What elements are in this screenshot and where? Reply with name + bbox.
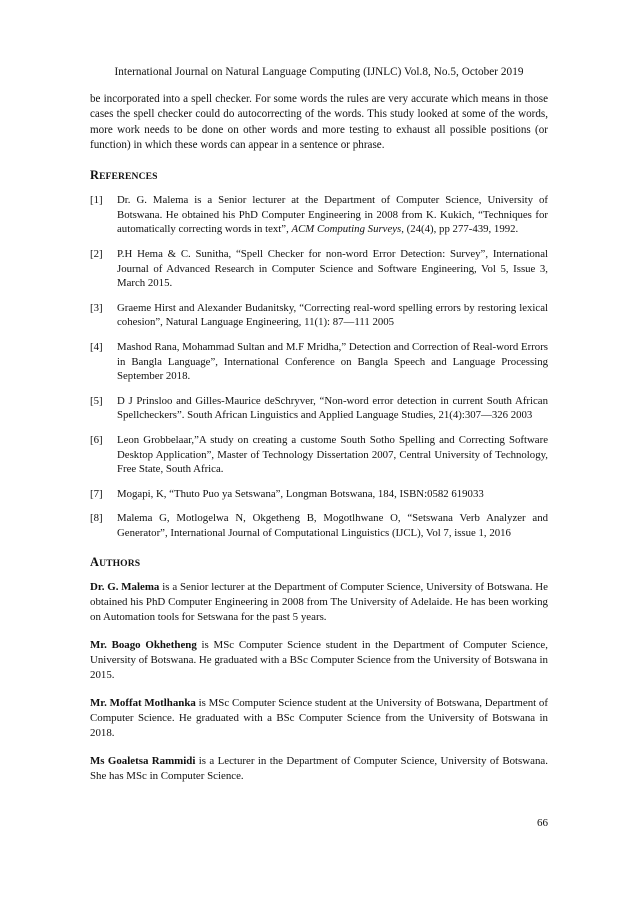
reference-text: Mogapi, K, “Thuto Puo ya Setswana”, Longman Botswana, 184, ISBN:0582 619033 [117, 487, 484, 500]
author-bio-text: is MSc Computer Science student in the Department of Computer Science, University of Botswana. He graduated with a BSc Computer Science from the University of Botswana in 2015. [90, 639, 548, 681]
authors-heading-rest: UTHORS [99, 558, 141, 570]
reference-text: P.H Hema & C. Sunitha, “Spell Checker for non-word Error Detection: Survey”, International Journal of Advanced Research in Computer Science and Software Engineering, Vol 5, Issue 3, March 2015. [117, 247, 548, 290]
author-bio-text: is MSc Computer Science student at the University of Botswana, Department of Computer Science. He graduated with a BSc Computer Science from the University of Botswana in 2018. [90, 697, 548, 739]
page-number: 66 [537, 817, 548, 829]
reference-list [90, 193, 548, 540]
reference-item [90, 487, 548, 502]
reference-venue: ACM Computing Surveys [291, 223, 402, 236]
reference-number: [6] [90, 433, 103, 446]
page-content [90, 92, 548, 797]
references-heading-rest: EFERENCES [99, 171, 158, 183]
author-name: Mr. Boago Okhetheng [90, 639, 197, 652]
reference-number: [8] [90, 512, 103, 525]
reference-item [90, 193, 548, 237]
author-name: Mr. Moffat Motlhanka [90, 697, 196, 710]
author-name: Ms Goaletsa Rammidi [90, 755, 196, 768]
reference-number: [5] [90, 394, 103, 407]
author-bio [90, 580, 548, 624]
references-heading [90, 168, 548, 183]
reference-item [90, 394, 548, 423]
author-bio [90, 638, 548, 682]
author-bio-text: is a Senior lecturer at the Department of Computer Science, University of Botswana. He obtained his PhD Computer Engineering in 2008 from The University of Adelaide. He has been working on Automation tools for Setswana for the past 5 years. [90, 581, 549, 624]
author-bio [90, 754, 548, 784]
reference-text: Leon Grobbelaar,”A study on creating a custome South Sotho Spelling and Correcting Software Desktop Application”, Master of Technology Dissertation 2007, Central University of Technology, Free State, South Africa. [117, 433, 548, 476]
reference-number: [1] [90, 194, 103, 207]
reference-item [90, 340, 548, 384]
reference-text [117, 193, 548, 237]
reference-number: [2] [90, 247, 103, 260]
reference-item [90, 301, 548, 330]
author-name: Dr. G. Malema [90, 581, 160, 594]
reference-number: [7] [90, 487, 103, 500]
reference-text: Graeme Hirst and Alexander Budanitsky, “Correcting real-word spelling errors by restoring lexical cohesion”, Natural Language Engineering, 11(1): 87—111 2005 [117, 301, 548, 329]
reference-number: [3] [90, 301, 103, 314]
reference-text: Malema G, Motlogelwa N, Okgetheng B, Mogotlhwane O, “Setswana Verb Analyzer and Generator”, International Journal of Computational Linguistics (IJCL), Vol 7, issue 1, 2016 [117, 512, 548, 539]
reference-item [90, 433, 548, 477]
reference-number: [4] [90, 340, 103, 353]
author-bio [90, 696, 548, 740]
reference-text-main: Dr. G. Malema is a Senior lecturer at the Department of Computer Science, University of Botswana. He obtained his PhD Computer Engineering in 2008 from K. Kukich, “Techniques for automatically correcting words in text”, [117, 194, 548, 236]
authors-heading-initial: A [90, 555, 100, 570]
author-bio-text: is a Lecturer in the Department of Computer Science, University of Botswana. She has MSc in Computer Science. [90, 755, 548, 782]
running-header: International Journal on Natural Language Computing (IJNLC) Vol.8, No.5, October 2019 [114, 66, 524, 78]
intro-paragraph: be incorporated into a spell checker. For some words the rules are very accurate which means in those cases the spell checker could do autocorrecting of the words. This study looked at some of the words, more work needs to be done on other words and more testing to exhaust all possible positions (or function) in which these words can appear in a sentence or phrase. [90, 93, 548, 151]
authors-heading [90, 555, 548, 570]
references-heading-initial: R [90, 168, 100, 183]
reference-text: D J Prinsloo and Gilles-Maurice deSchryver, “Non-word error detection in current South African Spellcheckers”. South African Linguistics and Applied Language Studies, 21(4):307—326 2003 [117, 394, 548, 422]
reference-item [90, 511, 548, 540]
reference-text: Mashod Rana, Mohammad Sultan and M.F Mridha,” Detection and Correction of Real-word Errors in Bangla Language”, International Conference on Bangla Speech and Language Processing September 2018. [117, 340, 548, 383]
reference-item [90, 247, 548, 291]
reference-text-tail: , (24(4), pp 277-439, 1992. [401, 223, 519, 236]
